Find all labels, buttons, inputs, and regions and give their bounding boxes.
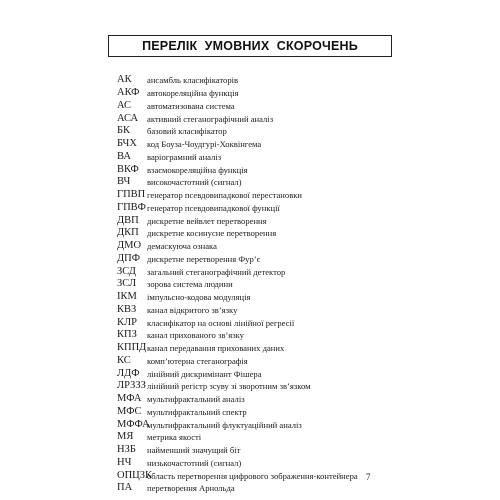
abbreviation-term: ЗСЛ: [117, 278, 137, 290]
abbreviation-definition: канал прихованого зв’язку: [147, 330, 244, 341]
abbreviation-row: [117, 176, 417, 189]
abbreviation-definition: лінійний регістр зсуву зі зворотним зв’язком: [147, 381, 311, 392]
abbreviation-definition: активний стеганографічний аналіз: [147, 113, 274, 124]
abbreviation-definition: низькочастотний (сигнал): [147, 457, 242, 468]
page-title: ПЕРЕЛІК УМОВНИХ СКОРОЧЕНЬ: [142, 39, 358, 53]
abbreviation-term: КПЗ: [117, 329, 137, 341]
abbreviation-definition: найменший значущий біт: [147, 445, 241, 456]
abbreviation-term: КППД: [117, 342, 147, 354]
abbreviation-term: АСА: [117, 112, 139, 124]
title-box: [108, 35, 392, 57]
abbreviation-row: [117, 457, 417, 470]
abbreviation-term: ВА: [117, 150, 131, 162]
abbreviation-term: НЗБ: [117, 444, 136, 456]
abbreviation-definition: ансамбль класифікаторів: [147, 75, 239, 86]
abbreviation-row: [117, 469, 417, 482]
abbreviation-definition: мультифрактальний флуктуаційний аналіз: [147, 419, 302, 430]
abbreviation-row: [117, 151, 417, 164]
abbreviation-definition: комп’ютерна стеганографія: [147, 355, 248, 366]
abbreviation-term: НЧ: [117, 456, 132, 468]
abbreviation-row: [117, 444, 417, 457]
abbreviation-definition: мультифрактальний аналіз: [147, 394, 245, 405]
abbreviation-term: КС: [117, 354, 131, 366]
abbreviation-row: [117, 418, 417, 431]
page-number: 7: [366, 472, 371, 482]
abbreviation-row: [117, 431, 417, 444]
abbreviation-row: [117, 367, 417, 380]
abbreviation-row: [117, 291, 417, 304]
abbreviation-term: МФФА: [117, 418, 150, 430]
abbreviation-definition: автокореляційна функція: [147, 88, 239, 99]
abbreviation-term: ДПФ: [117, 252, 141, 264]
abbreviation-definition: класифікатор на основі лінійної регресії: [147, 317, 295, 328]
abbreviation-definition: зорова система людини: [147, 279, 233, 290]
abbreviation-row: [117, 278, 417, 291]
abbreviation-row: [117, 74, 417, 87]
abbreviation-definition: мультифрактальний спектр: [147, 406, 247, 417]
abbreviation-row: [117, 355, 417, 368]
abbreviation-term: АКФ: [117, 87, 140, 99]
abbreviation-term: ГПВП: [117, 189, 146, 201]
abbreviation-definition: лінійний дискримінант Фішера: [147, 368, 262, 379]
abbreviation-term: ДКП: [117, 227, 139, 239]
abbreviation-definition: область перетворення цифрового зображення-контейнера: [147, 470, 358, 481]
abbreviation-term: КЛР: [117, 316, 137, 328]
abbreviation-row: [117, 214, 417, 227]
abbreviation-definition: базовий класифікатор: [147, 126, 227, 137]
abbreviation-row: [117, 406, 417, 419]
abbreviation-row: [117, 329, 417, 342]
abbreviation-definition: метрика якості: [147, 432, 202, 443]
abbreviation-row: [117, 316, 417, 329]
abbreviation-definition: демаскуюча ознака: [147, 241, 217, 252]
abbreviation-definition: дискретне косинусне перетворення: [147, 228, 277, 239]
abbreviation-definition: код Боуза-Чоудгурі-Хоквінгема: [147, 139, 262, 150]
abbreviation-definition: варіограмний аналіз: [147, 151, 222, 162]
abbreviation-definition: дискретне перетворення Фур’є: [147, 253, 261, 264]
abbreviation-definition: генератор псевдовипадкової перестановки: [147, 190, 303, 201]
abbreviation-term: КВЗ: [117, 303, 137, 315]
abbreviation-term: ІКМ: [117, 291, 137, 303]
abbreviation-definition: перетворення Арнольда: [147, 483, 235, 494]
abbreviation-term: БК: [117, 125, 131, 137]
abbreviation-list: [117, 74, 417, 495]
abbreviation-row: [117, 163, 417, 176]
abbreviation-row: [117, 202, 417, 215]
abbreviation-row: [117, 253, 417, 266]
abbreviation-row: [117, 100, 417, 113]
abbreviation-term: ДМО: [117, 240, 142, 252]
abbreviation-term: ГПВФ: [117, 201, 146, 213]
abbreviation-row: [117, 482, 417, 495]
abbreviation-definition: взаємокореляційна функція: [147, 164, 248, 175]
abbreviation-term: ВЧ: [117, 176, 131, 188]
abbreviation-definition: імпульсно-кодова модуляція: [147, 292, 251, 303]
abbreviation-row: [117, 138, 417, 151]
abbreviation-row: [117, 393, 417, 406]
abbreviation-term: ДВП: [117, 214, 139, 226]
abbreviation-definition: автоматизована система: [147, 100, 235, 111]
abbreviation-row: [117, 304, 417, 317]
abbreviation-term: ЛРЗЗЗ: [117, 380, 146, 392]
abbreviation-term: АК: [117, 74, 132, 86]
abbreviation-term: АС: [117, 99, 132, 111]
abbreviation-row: [117, 125, 417, 138]
abbreviation-definition: високочастотний (сигнал): [147, 177, 242, 188]
abbreviation-term: МФА: [117, 393, 142, 405]
abbreviation-definition: дискретне вейвлет перетворення: [147, 215, 267, 226]
abbreviation-term: ВКФ: [117, 163, 139, 175]
abbreviation-definition: канал передавання прихованих даних: [147, 343, 285, 354]
abbreviation-row: [117, 265, 417, 278]
abbreviation-term: МЯ: [117, 431, 134, 443]
abbreviation-term: МФС: [117, 405, 142, 417]
abbreviation-row: [117, 240, 417, 253]
abbreviation-definition: загальний стеганографічний детектор: [147, 266, 286, 277]
abbreviation-row: [117, 227, 417, 240]
abbreviation-term: ЛДФ: [117, 367, 140, 379]
abbreviation-definition: канал відкритого зв’язку: [147, 304, 238, 315]
abbreviation-row: [117, 342, 417, 355]
abbreviation-row: [117, 112, 417, 125]
abbreviation-term: БЧХ: [117, 138, 137, 150]
abbreviation-term: ПА: [117, 482, 133, 494]
abbreviation-term: ОПЦЗК: [117, 469, 153, 481]
abbreviation-term: ЗСД: [117, 265, 136, 277]
abbreviation-definition: генератор псевдовипадкової функції: [147, 202, 280, 213]
abbreviation-row: [117, 380, 417, 393]
abbreviation-row: [117, 87, 417, 100]
abbreviation-row: [117, 189, 417, 202]
